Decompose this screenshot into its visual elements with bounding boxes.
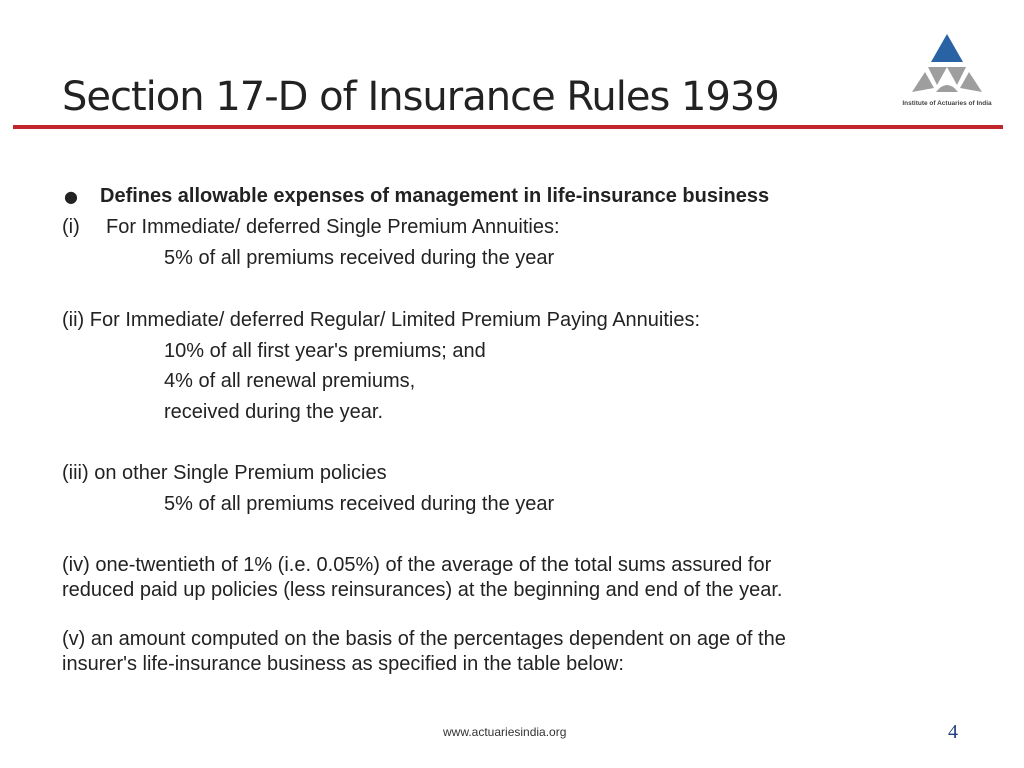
item-ii-detail-2: 4% of all renewal premiums, [164,370,416,392]
item-v-line-1: (v) an amount computed on the basis of the percentages dependent on age of the [62,628,786,650]
page-number: 4 [948,721,958,743]
footer-url: www.actuariesindia.org [443,725,567,739]
item-iii-heading: (iii) on other Single Premium policies [62,462,387,484]
item-v-line-2: insurer's life-insurance business as specified in the table below: [62,653,624,675]
logo-label: Institute of Actuaries of India [902,100,992,107]
slide-title: Section 17-D of Insurance Rules 1939 [62,74,779,120]
item-iii-detail: 5% of all premiums received during the year [164,493,555,515]
item-i-marker: (i) [62,216,80,238]
item-ii-detail-1: 10% of all first year's premiums; and [164,340,486,362]
item-i-heading: For Immediate/ deferred Single Premium Annuities: [106,216,560,238]
item-i-detail: 5% of all premiums received during the year [164,247,555,269]
item-iv-line-2: reduced paid up policies (less reinsurances) at the beginning and end of the year. [62,579,783,601]
bullet-heading: Defines allowable expenses of management in life-insurance business [100,185,770,207]
bullet-dot-icon: ● [64,187,78,206]
item-ii-detail-3: received during the year. [164,401,384,423]
item-ii-heading: (ii) For Immediate/ deferred Regular/ Limited Premium Paying Annuities: [62,309,701,331]
item-iv-line-1: (iv) one-twentieth of 1% (i.e. 0.05%) of the average of the total sums assured for [62,554,772,576]
